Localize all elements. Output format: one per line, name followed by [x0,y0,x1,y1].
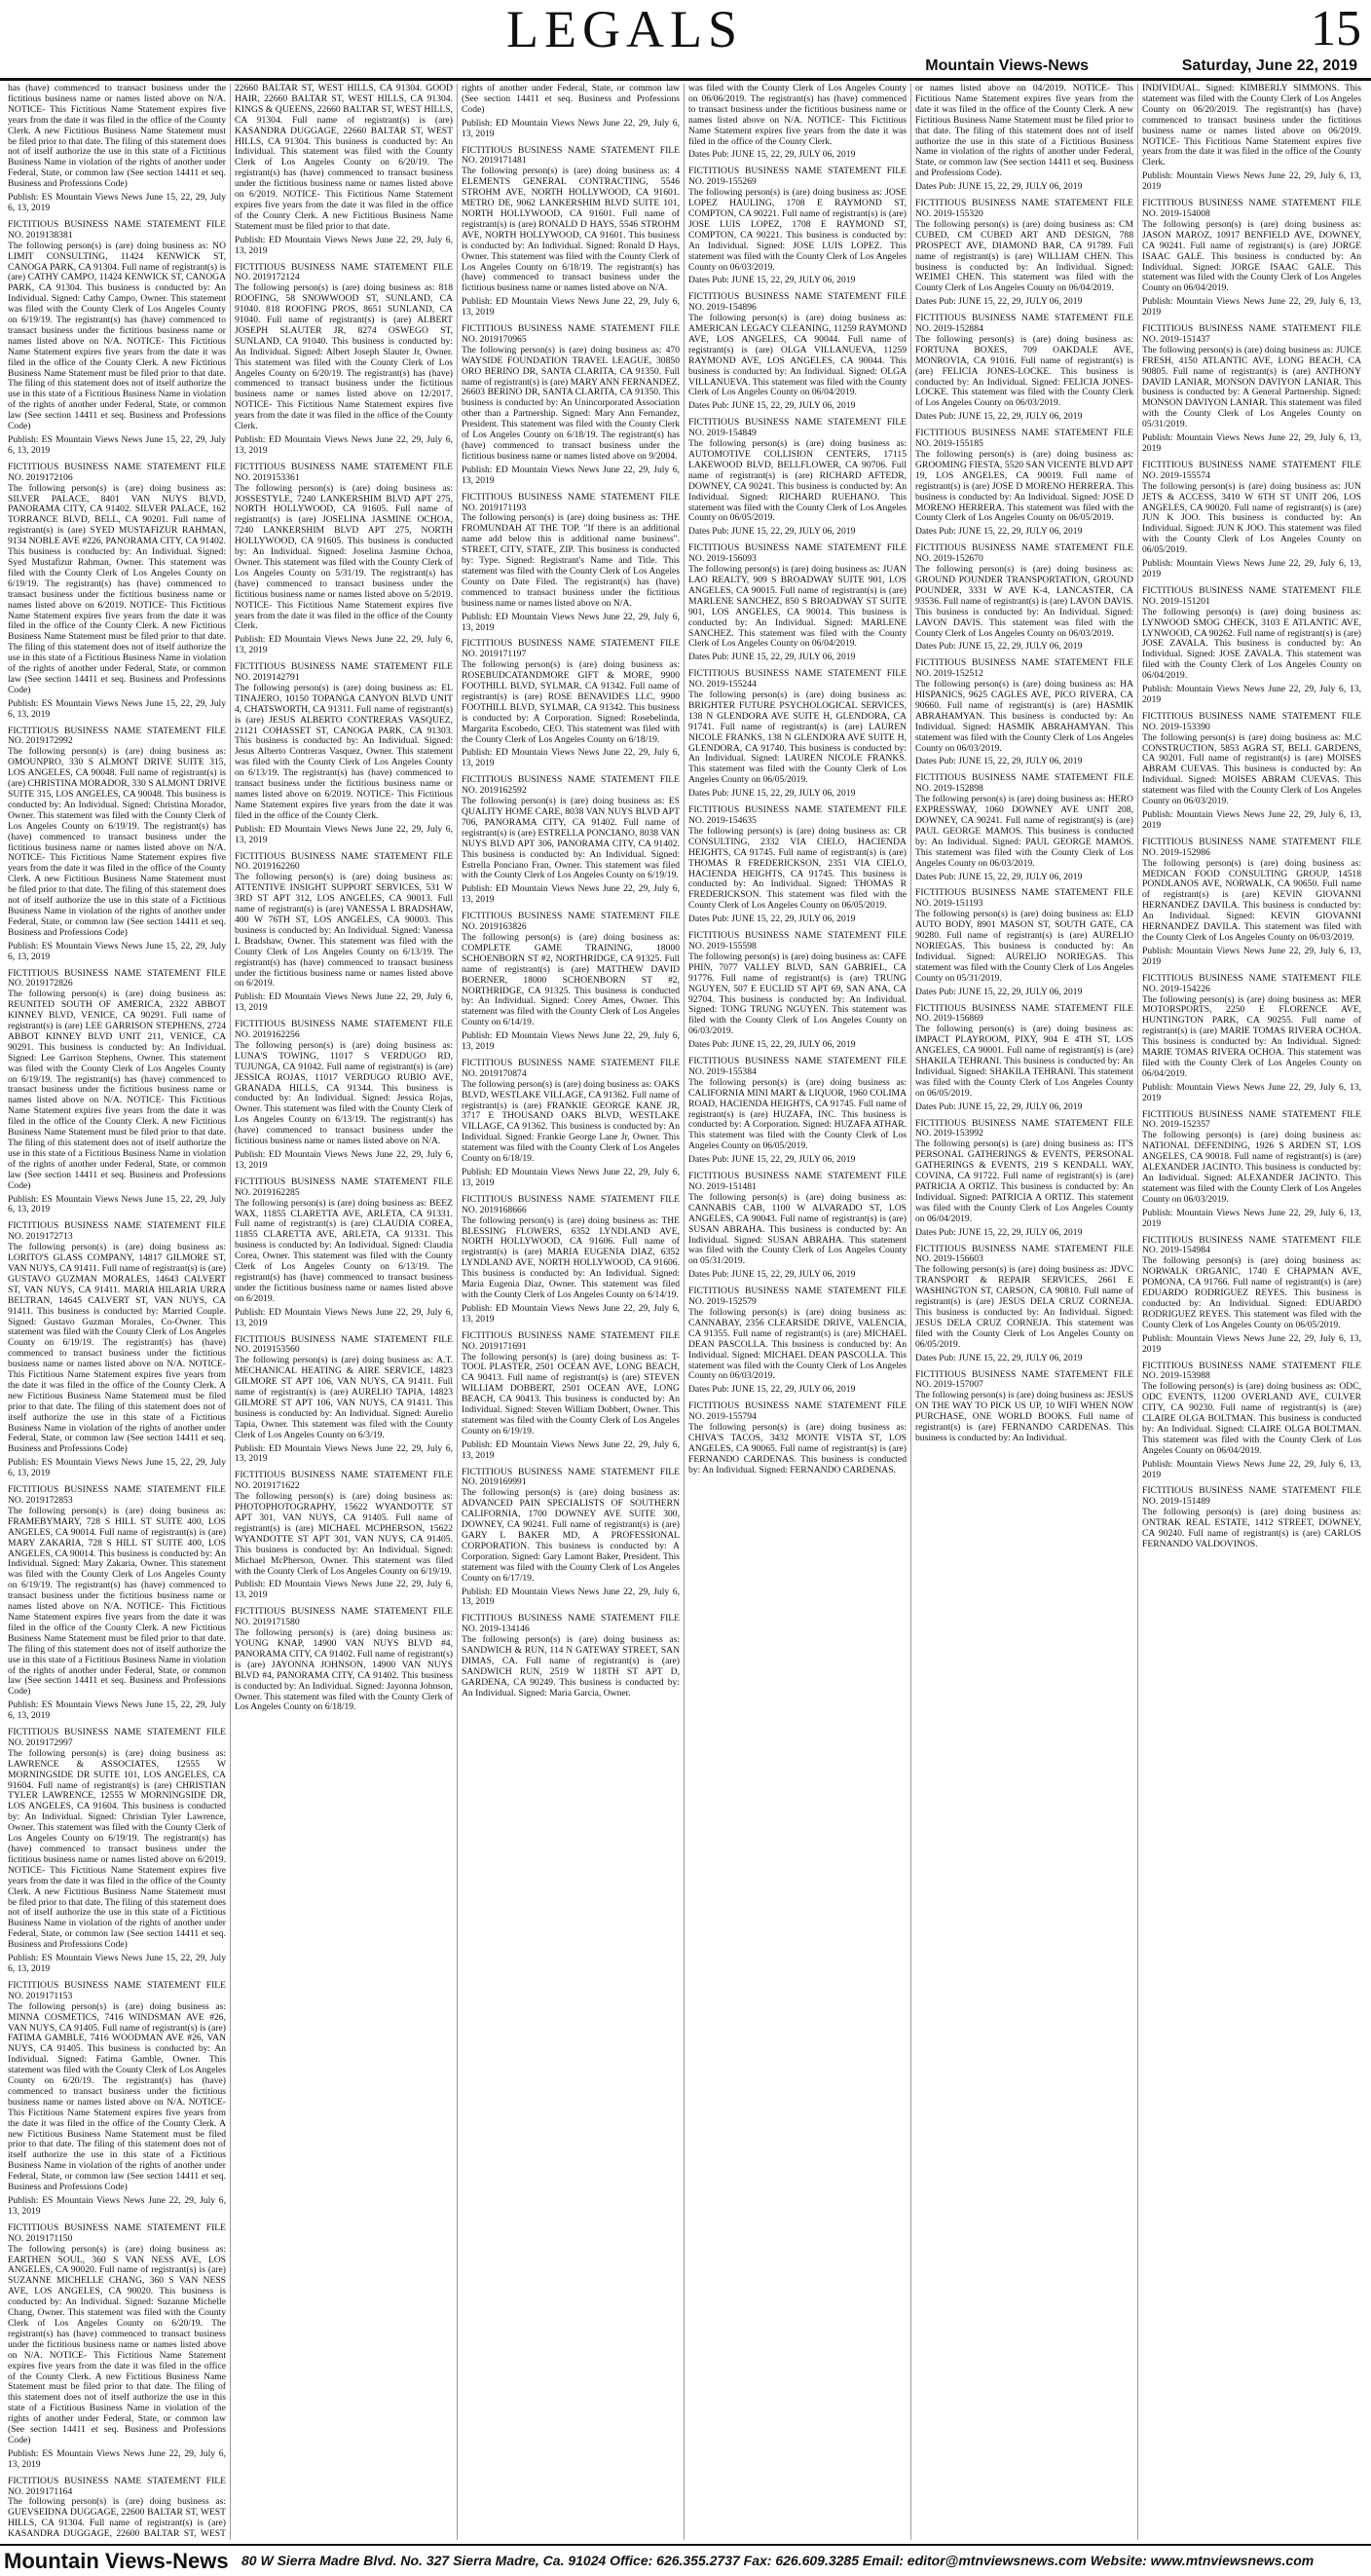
notice-body: The following person(s) is (are) doing business as: ROSEBUDCATANDMORE GIFT & MORE, 9900 FOOTHILL BLVD, SYLMAR, CA 91342. Full name of registrant(s) is (are) ROSE BENAVIDES LLC, 9900 FOOTHILL BLVD, SYLMAR, CA 91342. This business is conducted by: A Corporation. Signed: Rosebelinda, Margarita Escobedo, CEO. This statement was filed with the County Clerk of Los Angeles County on 6/18/19. [462,659,680,745]
notice-heading: FICTITIOUS BUSINESS NAME STATEMENT FILE NO. 2019-157007 [915,1368,1133,1391]
notice-heading: FICTITIOUS BUSINESS NAME STATEMENT FILE NO. 2019-154984 [1142,1234,1361,1256]
legal-notice [462,1059,680,1189]
legal-notice [235,1335,453,1466]
legal-notice [462,493,680,634]
legal-notice [8,463,226,721]
notice-publish-dates: Dates Pub: JUNE 15, 22, 29, JULY 06, 2019 [688,788,856,800]
notice-publish-dates: Publish: ES Mountain Views News June 15, 22, 29, July 6, 13, 2019 [8,1457,226,1479]
notice-body: The following person(s) is (are) doing business as: IT'S PERSONAL GATHERINGS & EVENTS, PERSONAL GATHERINGS & EVENTS, 219 S KENDALL WAY, COVINA, CA 91722. Full name of registrant(s) is (are) PATRICIA A ORTIZ. This business is conducted by: An Individual. Signed: PATRICIA A ORTIZ. This statement was filed with the County Clerk of Los Angeles County on 06/04/2019. [915,1139,1133,1224]
notice-body: The following person(s) is (are) doing business as: AMERICAN LEGACY CLEANING, 11259 RAYMOND AVE, LOS ANGELES, CA 90044. Full name of registrant(s) is (are) OLGA VILLANUEVA, 11259 RAYMOND AVE, LOS ANGELES, CA 90044. This business is conducted by: An Individual. Signed: OLGA VILLANUEVA. This statement was filed with the County Clerk of Los Angeles County on 06/04/2019. [688,313,907,398]
notice-publish-dates: Publish: ES Mountain Views News June 15, 22, 29, July 6, 13, 2019 [8,1953,226,1974]
notice-heading: FICTITIOUS BUSINESS NAME STATEMENT FILE NO. 2019169991 [462,1466,680,1488]
notice-body: The following person(s) is (are) doing business as: LYNWOOD SMOG CHECK, 3103 E ATLANTIC AVE, LYNWOOD, CA 90262. Full name of registrant(s) is (are) JOSE ZAVALA. This business is conducted by: An Individual. Signed: JOSE ZAVALA. This statement was filed with the County Clerk of Los Angeles County on 06/04/2019. [1142,606,1361,682]
legal-notice [915,888,1133,997]
legal-notice [688,669,907,800]
notice-body: The following person(s) is (are) doing business as: HERO EXPRESSWAY, 1060 DOWNEY AVE UNIT 208, DOWNEY, CA 90241. Full name of registrant(s) is (are) PAUL GEORGE MAMOS. This business is conducted by: An Individual. Signed: PAUL GEORGE MAMOS. This statement was filed with the County Clerk of Los Angeles County on 06/03/2019. [915,794,1133,869]
notice-heading: FICTITIOUS BUSINESS NAME STATEMENT FILE NO. 2019-155598 [688,930,907,952]
notice-publish-dates: Publish: Mountain Views News June 22, 29, July 6, 13, 2019 [1142,945,1361,967]
notice-body: rights of another under Federal, State, or common law (See section 14411 et seq. Business and Professions Code) [462,84,680,115]
notice-heading: FICTITIOUS BUSINESS NAME STATEMENT FILE NO. 2019-152884 [915,313,1133,335]
notice-body: or names listed above on 04/2019. NOTICE- This Fictitious Name Statement expires five years from the date it was filed in the office of the County Clerk. A new Fictitious Business Name Statement must be filed prior to that date. The filing of this statement does not of itself authorize the use in this state of a Fictitious Business Name in violation of the rights of another under Federal, State, or common law (See section 14411 et seq. Business and Professions Code). [915,84,1133,179]
legal-notice [688,1057,907,1166]
notice-publish-dates: Publish: ES Mountain Views News June 22, 29, July 6, 13, 2019 [8,2195,226,2217]
notice-body: The following person(s) is (are) doing business as: PHOTOPHOTOGRAPHY, 15622 WYANDOTTE ST APT 301, VAN NUYS, CA 91405. Full name of registrant(s) is (are) MICHAEL MCPHERSON, 15622 WYANDOTTE ST APT 301, VAN NUYS, CA 91405. This business is conducted by: An Individual. Signed: Michael McPherson, Owner. This statement was filed with the County Clerk of Los Angeles County on 6/19/19. [235,1491,453,1577]
legal-notice [462,1331,680,1462]
notice-publish-dates: Publish: ED Mountain Views News June 22, 29, July 6, 13, 2019 [235,1306,453,1328]
legal-notice [1142,1110,1361,1230]
notice-body: has (have) commenced to transact business under the fictitious business name or names listed above on N/A. NOTICE- This Fictitious Name Statement expires five years from the date it was filed in the office of the County Clerk. A new Fictitious Business Name Statement must be filed prior to that date. The filing of this statement does not of itself authorize the use in this state of a Fictitious Business Name in violation of the rights of another under Federal, State, or common law (See section 14411 et seq. Business and Professions Code) [8,84,226,190]
legal-notice [8,969,226,1216]
notice-publish-dates: Dates Pub: JUNE 15, 22, 29, JULY 06, 2019 [915,181,1083,193]
notice-publish-dates: Publish: ED Mountain Views News June 22, 29, July 6, 13, 2019 [235,991,453,1014]
notice-publish-dates: Publish: ED Mountain Views News June 22, 29, July 6, 13, 2019 [235,1149,453,1171]
notice-body: The following person(s) is (are) doing business as: FORTUNA BOXES, 709 OAKDALE AVE, MONROVIA, CA 91016. Full name of registrant(s) is (are) FELICIA JONES-LOCKE. This business is conducted by: An Individual. Signed: FELICIA JONES-LOCKE. This statement was filed with the County Clerk of Los Angeles County on 06/03/2019. [915,333,1133,409]
legal-notice [915,199,1133,308]
notice-publish-dates: Publish: ES Mountain Views News June 15, 22, 29, July 6, 13, 2019 [8,192,226,213]
notice-publish-dates: Publish: Mountain Views News June 22, 29, July 6, 13, 2019 [1142,1332,1361,1355]
notice-publish-dates: Dates Pub: JUNE 15, 22, 29, JULY 06, 2019 [688,1039,856,1051]
notice-publish-dates: Publish: ED Mountain Views News June 22, 29, July 6, 13, 2019 [462,747,680,769]
notice-heading: FICTITIOUS BUSINESS NAME STATEMENT FILE NO. 2019-155185 [915,428,1133,450]
notice-publish-dates: Dates Pub: JUNE 15, 22, 29, JULY 06, 2019 [915,641,1083,653]
legal-notice [462,324,680,487]
notice-body: The following person(s) is (are) doing business as: JOSSESTYLE, 7240 LANKERSHIM BLVD APT 275, NORTH HOLLYWOOD, CA 91605. Full name of registrant(s) is (are) JOSELINA JASMINE OCHOA, 7240 LANKERSHIM BLVD APT 275, NORTH HOLLYWOOD, CA 91605. This business is conducted by: An Individual. Signed: Joselina Jasmine Ochoa, Owner. This statement was filed with the County Clerk of Los Angeles County on 5/31/19. The registrant(s) has (have) commenced to transact business under the fictitious business name or names listed above on 5/2019. NOTICE- This Fictitious Name Statement expires five years from the date it was filed in the office of the County Clerk. [235,482,453,632]
notice-publish-dates: Publish: ED Mountain Views News June 22, 29, July 6, 13, 2019 [235,823,453,845]
notice-body: The following person(s) is (are) doing business as: ELD AUTO BODY, 8901 MASON ST, SOUTH GATE, CA 90280. Full name of registrant(s) is (are) AURELIO NORIEGAS. This business is conducted by: An Individual. Signed: AURELIO NORIEGAS. This statement was filed with the County Clerk of Los Angeles County on 05/31/2019. [915,909,1133,984]
notice-heading: FICTITIOUS BUSINESS NAME STATEMENT FILE NO. 2019171153 [8,1979,226,2001]
notice-heading: FICTITIOUS BUSINESS NAME STATEMENT FILE NO. 2019172853 [8,1484,226,1506]
notice-body: 22660 BALTAR ST, WEST HILLS, CA 91304. GOOD HAIR, 22660 BALTAR ST, WEST HILLS, CA 91304. KINGS & QUEENS, 22660 BALTAR ST, WEST HILLS, CA 91304. Full name of registrant(s) is (are) KASANDRA DUGGAGE, 22660 BALTAR ST, WEST HILLS, CA 91304. This business is conducted by: An Individual. This statement was filed with the County Clerk of Los Angeles County on 6/20/19. The registrant(s) has (have) commenced to transact business under the fictitious business name or names listed above on 6/2019. NOTICE- This Fictitious Name Statement expires five years from the date it was filed in the office of the County Clerk. A new Fictitious Business Name Statement must be filed prior to that date. [235,84,453,232]
notice-publish-dates: Publish: ED Mountain Views News June 22, 29, July 6, 13, 2019 [462,464,680,486]
legal-notice [688,418,907,538]
notice-body: The following person(s) is (are) doing business as: 818 ROOFING, 58 SNOWWOOD ST, SUNLAND, CA 91040. 818 ROOFING PROS, 8651 SUNLAND, CA 91040. Full name of registrant(s) is (are) ALBERT JOSEPH SLAUTER JR, 8274 OSWEGO ST, SUNLAND, CA 91040. This business is conducted by: An Individual. Signed: Albert Joseph Slauter Jr, Owner. This statement was filed with the County Clerk of Los Angeles County on 6/20/19. The registrant(s) has (have) commenced to transact business under the fictitious business name or names listed above on 12/2017. NOTICE- This Fictitious Name Statement expires five years from the date it was filed in the office of the County Clerk. [235,282,453,432]
notice-body: The following person(s) is (are) doing business as: JUN JETS & ACCESS, 3410 W 6TH ST UNIT 206, LOS ANGELES, CA 90020. Full name of registrant(s) is (are) JUN K JOO. This business is conducted by: An Individual. Signed: JUN K JOO. This statement was filed with the County Clerk of Los Angeles County on 06/05/2019. [1142,480,1361,556]
notice-body: The following person(s) is (are) doing business as: A.T. MECHANICAL HEATING & AIRE SERVICE, 14823 GILMORE ST APT 106, VAN NUYS, CA 91411. Full name of registrant(s) is (are) AURELIO TAPIA, 14823 GILMORE ST APT 106, VAN NUYS, CA 91411. This business is conducted by: An Individual. Signed: Aurelio Tapia, Owner. This statement was filed with the County Clerk of Los Angeles County on 6/3/19. [235,1355,453,1440]
notice-body: The following person(s) is (are) doing business as: 4 ELEMENTS GENERAL CONTRACTING, 5546 STROHM AVE, NORTH HOLLYWOOD, CA 91601. METRO DE, 9062 LANKERSHIM BLVD SUITE 101, NORTH HOLLYWOOD, CA 91601. Full name of registrant(s) is (are) RONALD D HAYS, 5546 STROHM AVE, NORTH HOLLYWOOD, CA 91601. This business is conducted by: An Individual. Signed: Ronald D Hays, Owner. This statement was filed with the County Clerk of Los Angeles County on 6/18/19. The registrant(s) has (have) commenced to transact business under the fictitious business name or names listed above on N/A. [462,166,680,294]
notice-publish-dates: Publish: ED Mountain Views News June 22, 29, July 6, 13, 2019 [462,1302,680,1325]
legal-notice [8,1728,226,1975]
notice-heading: FICTITIOUS BUSINESS NAME STATEMENT FILE NO. 2019-153992 [915,1117,1133,1139]
notice-publish-dates: Publish: ES Mountain Views News June 15, 22, 29, July 6, 13, 2019 [8,697,226,720]
legal-notice [235,1471,453,1601]
notice-heading: FICTITIOUS BUSINESS NAME STATEMENT FILE NO. 2019162285 [235,1176,453,1198]
legal-notice [688,292,907,412]
legal-notice [915,658,1133,767]
notice-heading: FICTITIOUS BUSINESS NAME STATEMENT FILE NO. 2019170965 [462,323,680,345]
legal-notice [235,463,453,656]
legal-notice [235,662,453,845]
notice-heading: FICTITIOUS BUSINESS NAME STATEMENT FILE NO. 2019-152357 [1142,1108,1361,1131]
notice-heading: FICTITIOUS BUSINESS NAME STATEMENT FILE NO. 2019-152986 [1142,836,1361,858]
legal-notice [462,146,680,319]
legal-notice [1142,586,1361,706]
legal-notice [462,84,680,140]
legal-notice [688,543,907,663]
notice-publish-dates: Publish: ED Mountain Views News June 22, 29, July 6, 13, 2019 [235,634,453,656]
legal-notice [462,639,680,769]
notice-heading: FICTITIOUS BUSINESS NAME STATEMENT FILE NO. 2019-155574 [1142,459,1361,481]
legal-notice [1142,1486,1361,1549]
notice-heading: FICTITIOUS BUSINESS NAME STATEMENT FILE NO. 2019-134146 [462,1613,680,1635]
notice-publish-dates: Publish: Mountain Views News June 22, 29, July 6, 13, 2019 [1142,296,1361,318]
footer-paper-name: Mountain Views-News [4,2549,229,2573]
notice-body: The following person(s) is (are) doing business as: GROUND POUNDER TRANSPORTATION, GROUND POUNDER, 3331 W AVE K-4, LANCASTER, CA 93536. Full name of registrant(s) is (are) LAVON DAVIS. This business is conducted by: An Individual. Signed: LAVON DAVIS. This statement was filed with the County Clerk of Los Angeles County on 06/03/2019. [915,564,1133,639]
notice-body: The following person(s) is (are) doing business as: LUNA'S TOWING, 11017 S VERDUGO RD, TUJUNGA, CA 91042. Full name of registrant(s) is (are) JESSICA ROJAS, 11017 VERDUGO RUBIO AVE, GRANADA HILLS, CA 91344. This business is conducted by: An Individual. Signed: Jessica Rojas, Owner. This statement was filed with the County Clerk of Los Angeles County on 6/13/19. The registrant(s) has (have) commenced to transact business under the fictitious business name or names listed above on N/A. [235,1039,453,1147]
legal-notice [1142,1362,1361,1481]
notice-body: The following person(s) is (are) doing business as: ADVANCED PAIN SPECIALISTS OF SOUTHERN CALIFORNIA, 1700 DOWNEY AVE SUITE 300, DOWNEY, CA 90241. Full name of registrant(s) is (are) GARY L BAKER MD, A PROFESSIONAL CORPORATION. This business is conducted by: A Corporation. Signed: Gary Lamont Baker, President. This statement was filed with the County Clerk of Los Angeles County on 6/17/19. [462,1487,680,1584]
notice-body: The following person(s) is (are) doing business as: CM CUBED, CM CUBED ART AND DESIGN, 788 PROSPECT AVE, DIAMOND BAR, CA 91789. Full name of registrant(s) is (are) WILLIAM CHEN. This business is conducted by: An Individual. Signed: WEIMEI CHEN. This statement was filed with the County Clerk of Los Angeles County on 06/04/2019. [915,218,1133,294]
notice-publish-dates: Publish: ED Mountain Views News June 22, 29, July 6, 13, 2019 [462,611,680,633]
notice-heading: FICTITIOUS BUSINESS NAME STATEMENT FILE NO. 2019-155794 [688,1400,907,1423]
notice-heading: FICTITIOUS BUSINESS NAME STATEMENT FILE NO. 2019171691 [462,1329,680,1352]
legal-notice [1142,84,1361,193]
notice-heading: FICTITIOUS BUSINESS NAME STATEMENT FILE NO. 2019171193 [462,491,680,513]
notice-heading: FICTITIOUS BUSINESS NAME STATEMENT FILE NO. 2019-155269 [688,166,907,188]
notice-publish-dates: Dates Pub: JUNE 15, 22, 29, JULY 06, 2019 [688,1154,856,1166]
legal-notice [915,84,1133,193]
notice-body: The following person(s) is (are) doing business as: MER MOTORSPORTS, 2250 E FLORENCE AVE, HUNTINGTON PARK, CA 90255. Full name of registrant(s) is (are) MARIE TOMAS RIVERA OCHOA. This business is conducted by: An Individual. Signed: MARIE TOMAS RIVERA OCHOA. This statement was filed with the County Clerk of Los Angeles County on 06/04/2019. [1142,993,1361,1079]
notice-body: The following person(s) is (are) doing business as: HA HISPANICS, 9625 CAGLES AVE, PICO RIVERA, CA 90660. Full name of registrant(s) is (are) HASMIK ABRAHAMYAN. This business is conducted by: An Individual. Signed: HASMIK ABRAHAMYAN. This statement was filed with the County Clerk of Los Angeles County on 06/03/2019. [915,679,1133,754]
notice-heading: FICTITIOUS BUSINESS NAME STATEMENT FILE NO. 2019-151201 [1142,584,1361,607]
legal-notice [915,543,1133,653]
notice-body: The following person(s) is (are) doing business as: YOUNG KNAP, 14900 VAN NUYS BLVD #4, PANORAMA CITY, CA 91402. Full name of registrant(s) is (are) JAYONNA JOHNSON, 14900 VAN NUYS BLVD #4, PANORAMA CITY, CA 91402. This business is conducted by: An Individual. Signed: Jayonna Johnson, Owner. This statement was filed with the County Clerk of Los Angeles County on 6/18/19. [235,1627,453,1713]
notice-heading: FICTITIOUS BUSINESS NAME STATEMENT FILE NO. 2019-155384 [688,1056,907,1077]
notice-body: The following person(s) is (are) doing business as: SILVER PALACE, 8401 VAN NUYS BLVD, PANORAMA CITY, CA 91402. SILVER PALACE, 162 TORRANCE BLVD, BELL, CA 90201. Full name of registrant(s) is (are) SYED MUSTAFIZUR RAHMAN, 9134 NOBLE AVE #226, PANORAMA CITY, CA 91402. This business is conducted by: An Individual. Signed: Syed Mustafizur Rahman, Owner. This statement was filed with the County Clerk of Los Angeles County on 6/19/19. The registrant(s) has (have) commenced to transact business under the fictitious business name or names listed above on 6/2019. NOTICE- This Fictitious Name Statement expires five years from the date it was filed in the office of the County Clerk. A new Fictitious Business Name Statement must be filed prior to that date. The filing of this statement does not of itself authorize the use in this state of a Fictitious Business Name in violation of the rights of another under Federal, State, or common law (See section 14411 et seq. Business and Professions Code) [8,482,226,695]
notice-heading: FICTITIOUS BUSINESS NAME STATEMENT FILE NO. 2019-152670 [915,542,1133,565]
footer [0,2544,1371,2576]
legal-notice [688,1172,907,1281]
notice-publish-dates: Publish: ED Mountain Views News June 22, 29, July 6, 13, 2019 [462,296,680,318]
page-number: 15 [1311,1,1361,56]
legal-notice [688,931,907,1051]
notice-body: The following person(s) is (are) doing business as: MINNA COSMETICS, 7416 WINDSMAN AVE #26, VAN NUYS, CA 91405. Full name of registrant(s) is (are) FATIMA GAMBLE, 7416 WOODMAN AVE #26, VAN NUYS, CA 91405. This business is conducted by: An Individual. Signed: Fatima Gamble, Owner. This statement was filed with the County Clerk of Los Angeles County on 6/20/19. The registrant(s) has (have) commenced to transact business under the fictitious business name or names listed above on N/A. NOTICE- This Fictitious Name Statement expires five years from the date it was filed in the office of the County Clerk. A new Fictitious Business Name Statement must be filed prior to that date. The filing of this statement does not of itself authorize the use in this state of a Fictitious Business Name in violation of the rights of another under Federal, State, or common law (See section 14411 et seq. Business and Professions Code) [8,2000,226,2193]
column-2 [231,84,458,2540]
notice-publish-dates: Dates Pub: JUNE 15, 22, 29, JULY 06, 2019 [915,296,1083,308]
notice-heading: FICTITIOUS BUSINESS NAME STATEMENT FILE NO. 2019170874 [462,1057,680,1079]
notice-body: The following person(s) is (are) doing business as: THE FROMUNDAH AT THE TOP. "If there is an additional name add below this is additional name business". STREET, CITY, STATE, ZIP. This business is conducted by: Type. Signed: Registrant's Name and Title. This statement was filed with the County Clerk of Los Angeles County on Date Filed. The registrant(s) has (have) commenced to transact business under the fictitious business name or names listed above on N/A. [462,512,680,609]
notice-body: The following person(s) is (are) doing business as: CALIFORNIA MINI MART & LIQUOR, 1960 COLIMA ROAD, HACIENDA HEIGHTS, CA 91745. Full name of registrant(s) is (are) HUZAFA, INC. This business is conducted by: A Corporation. Signed: HUZAFA ATHAR. This statement was filed with the County Clerk of Los Angeles County on 06/05/2019. [688,1076,907,1152]
notice-body: The following person(s) is (are) doing business as: EL TINAJERO, 10150 TOPANGA CANYON BLVD UNIT 4, CHATSWORTH, CA 91311. Full name of registrant(s) is (are) JESUS ALBERTO CONTRERAS VASQUEZ, 21121 COHASSET ST, CANOGA PARK, CA 91303. This business is conducted by: An Individual. Signed: Jesus Alberto Contreras Vasquez, Owner. This statement was filed with the County Clerk of Los Angeles County on 6/13/19. The registrant(s) has (have) commenced to transact business under the fictitious business name or names listed above on 6/2019. NOTICE- This Fictitious Name Statement expires five years from the date it was filed in the office of the County Clerk. [235,682,453,821]
legal-notice [688,805,907,925]
notice-heading: FICTITIOUS BUSINESS NAME STATEMENT FILE NO. 2019153560 [235,1333,453,1356]
notice-body: The following person(s) is (are) doing business as: GUEVSEIDNA DUGGAGE, 22600 BALTAR ST, WEST HILLS, CA 91304. Full name of registrant(s) is (are) KASANDRA DUGGAGE, 22600 BALTAR ST, WEST [8,2496,226,2540]
legal-columns [4,84,1367,2540]
notice-publish-dates: Publish: Mountain Views News June 22, 29, July 6, 13, 2019 [1142,809,1361,831]
notice-heading: FICTITIOUS BUSINESS NAME STATEMENT FILE NO. 2019171481 [462,144,680,167]
notice-publish-dates: Publish: ED Mountain Views News June 22, 29, July 6, 13, 2019 [235,434,453,456]
notice-publish-dates: Publish: ES Mountain Views News June 15, 22, 29, July 6, 13, 2019 [8,940,226,962]
notice-publish-dates: Publish: ED Mountain Views News June 22, 29, July 6, 13, 2019 [462,883,680,906]
notice-heading: FICTITIOUS BUSINESS NAME STATEMENT FILE NO. 2019142791 [235,661,453,684]
notice-publish-dates: Publish: ED Mountain Views News June 22, 29, July 6, 13, 2019 [462,1167,680,1188]
legal-notice [8,1485,226,1722]
notice-publish-dates: Dates Pub: JUNE 15, 22, 29, JULY 06, 2019 [915,871,1083,882]
notice-heading: FICTITIOUS BUSINESS NAME STATEMENT FILE NO. 2019171580 [235,1606,453,1628]
notice-heading: FICTITIOUS BUSINESS NAME STATEMENT FILE NO. 2019-153988 [1142,1360,1361,1382]
notice-heading: FICTITIOUS BUSINESS NAME STATEMENT FILE NO. 2019168666 [462,1193,680,1215]
legal-notice [1142,838,1361,968]
legal-notice [8,1981,226,2218]
notice-body: The following person(s) is (are) doing business as: OAKS BLVD, WESTLAKE VILLAGE, CA 91362. Full name of registrant(s) is (are) FRANKIE GEORGE KANE JR, 3717 E THOUSAND OAKS BLVD, WESTLAKE VILLAGE, CA 91362. This business is conducted by: An Individual. Signed: Frankie George Lane Jr, Owner. This statement was filed with the County Clerk of Los Angeles County on 6/18/19. [462,1078,680,1165]
notice-publish-dates: Dates Pub: JUNE 15, 22, 29, JULY 06, 2019 [688,400,856,412]
notice-heading: FICTITIOUS BUSINESS NAME STATEMENT FILE NO. 2019172713 [8,1220,226,1243]
notice-publish-dates: Dates Pub: JUNE 15, 22, 29, JULY 06, 2019 [688,275,856,286]
notice-publish-dates: Publish: ES Mountain Views News June 15, 22, 29, July 6, 13, 2019 [8,1699,226,1722]
notice-body: The following person(s) is (are) doing business as: BRIGHTER FUTURE PSYCHOLOGICAL SERVICES, 138 N GLENDORA AVE SUITE H, GLENDORA, CA 91741. Full name of registrant(s) is (are) LAUREN NICOLE FRANKS, 138 N GLENDORA AVE SUITE H, GLENDORA, CA 91740. This business is conducted by: An Individual. Signed: LAUREN NICOLE FRANKS. This statement was filed with the County Clerk of Los Angeles County on 06/05/2019. [688,690,907,786]
notice-publish-dates: Publish: Mountain Views News June 22, 29, July 6, 13, 2019 [1142,1458,1361,1480]
dateline [0,56,1371,81]
notice-body: The following person(s) is (are) doing business as: SANDWICH & RUN, 114 N GATEWAY STREET, SAN DIMAS, CA. Full name of registrant(s) is (are) SANDWICH RUN, 2519 W 118TH ST APT D, GARDENA, CA 90249. This business is conducted by: An Individual. Signed: Maria Garcia, Owner. [462,1634,680,1699]
notice-body: The following person(s) is (are) doing business as: LORITO'S GLASS COMPANY, 14817 GILMORE ST, VAN NUYS, CA 91411. Full name of registrant(s) is (are) GUSTAVO GUZMAN MORALES, 14643 CALVERT ST, VAN NUYS, CA 91411. MARIA HILARIA URRA BELTRAN, 14645 CALVERT ST, VAN NUYS, CA 91411. This business is conducted by: Married Couple. Signed: Gustavo Guzman Morales, Co-Owner. This statement was filed with the County Clerk of Los Angeles County on 6/19/19. The registrant(s) has (have) commenced to transact business under the fictitious business name or names listed above on N/A. NOTICE- This Fictitious Name Statement expires five years from the date it was filed in the office of the County Clerk. A new Fictitious Business Name Statement must be filed prior to that date. The filing of this statement does not of itself authorize the use in this state of a Fictitious Business Name in violation of the rights of another under Federal, State, or common law (See section 14411 et seq. Business and Professions Code) [8,1242,226,1455]
notice-body: The following person(s) is (are) doing business as: COMPLETE GAME TRAINING, 18000 SCHOENBORN ST #2, NORTHRIDGE, CA 91325. Full name of registrant(s) is (are) MATTHEW DAVID BOERNER, 18000 SCHOENBORN ST #2, NORTHRIDGE, CA 91325. This business is conducted by: An Individual. Signed: Corey Ames, Owner. This statement was filed with the County Clerk of Los Angeles County on 6/14/19. [462,931,680,1028]
notice-heading: FICTITIOUS BUSINESS NAME STATEMENT FILE NO. 2019-154226 [1142,972,1361,994]
notice-heading: FICTITIOUS BUSINESS NAME STATEMENT FILE NO. 2019163826 [462,911,680,933]
notice-heading: FICTITIOUS BUSINESS NAME STATEMENT FILE NO. 2019-151489 [1142,1485,1361,1508]
masthead [0,0,1371,56]
legal-notice [8,2477,226,2540]
notice-body: The following person(s) is (are) doing business as: EARTHEN SOUL, 360 S VAN NESS AVE, LOS ANGELES, CA 90020. Full name of registrant(s) is (are) SUZANNE MICHELLE CHANG, 360 S VAN NESS AVE, LOS ANGELES, CA 90020. This business is conducted by: An Individual. Signed: Suzanne Michelle Chang, Owner. This statement was filed with the County Clerk of Los Angeles County on 6/20/19. The registrant(s) has (have) commenced to transact business under the fictitious business name or names listed above on N/A. NOTICE- This Fictitious Name Statement expires five years from the date it was filed in the office of the County Clerk. A new Fictitious Business Name Statement must be filed prior to that date. The filing of this statement does not of itself authorize the use in this state of a Fictitious Business Name in violation of the rights of another under Federal, State, or common law (See section 14411 et seq. Business and Professions Code) [8,2243,226,2445]
notice-publish-dates: Publish: Mountain Views News June 22, 29, July 6, 13, 2019 [1142,432,1361,454]
legal-notice [235,1177,453,1329]
notice-body: The following person(s) is (are) doing business as: NORWALK ORGANIC, 1740 E CHAPMAN AVE, POMONA, CA 91766. Full name of registrant(s) is (are) EDUARDO RODRIGUEZ REYES. This business is conducted by: An Individual. Signed: EDUARDO RODRIGUEZ REYES. This statement was filed with the County Clerk of Los Angeles County on 06/05/2019. [1142,1255,1361,1330]
notice-body: The following person(s) is (are) doing business as: ES QUALITY HOME CARE, 8038 VAN NUYS BLVD APT 706, PANORAMA CITY, CA 91402. Full name of registrant(s) is (are) ESTRELLA PONCIANO, 8038 VAN NUYS BLVD APT 306, PANORAMA CITY, CA 91402. This business is conducted by: An Individual. Signed: Estrella Ponciano Fran, Owner. This statement was filed with the County Clerk of Los Angeles County on 6/19/19. [462,796,680,881]
notice-body: The following person(s) is (are) doing business as: M.C CONSTRUCTION, 5853 AGRA ST, BELL GARDENS, CA 90201. Full name of registrant(s) is (are) MOISES ABRAM CUEVAS. This business is conducted by: An Individual. Signed: MOISES ABRAM CUEVAS. This statement was filed with the County Clerk of Los Angeles County on 06/03/2019. [1142,731,1361,807]
legal-notice [915,429,1133,538]
notice-heading: FICTITIOUS BUSINESS NAME STATEMENT FILE NO. 2019171622 [235,1470,453,1492]
legal-notice [8,1221,226,1479]
legal-notice [462,775,680,906]
notice-body: was filed with the County Clerk of Los Angeles County on 06/06/2019. The registrant(s) has (have) commenced to transact business under the fictitious business name or names listed above on N/A. NOTICE- This Fictitious Name Statement expires five years from the date it was filed in the office of the County Clerk. [688,84,907,147]
notice-heading: FICTITIOUS BUSINESS NAME STATEMENT FILE NO. 2019138381 [8,218,226,241]
notice-publish-dates: Dates Pub: JUNE 15, 22, 29, JULY 06, 2019 [915,756,1083,767]
notice-publish-dates: Dates Pub: JUNE 15, 22, 29, JULY 06, 2019 [688,652,856,663]
notice-publish-dates: Publish: ED Mountain Views News June 22, 29, July 6, 13, 2019 [235,234,453,256]
legal-notice [235,263,453,457]
notice-body: The following person(s) is (are) doing business as: IMPACT PLAYROOM, PIXY, 904 E 4TH ST, LOS ANGELES, CA 90001. Full name of registrant(s) is (are) SHAKILA TEHRANI. This business is conducted by: An Individual. Signed: SHAKILA TEHRANI. This statement was filed with the County Clerk of Los Angeles County on 06/05/2019. [915,1024,1133,1099]
legal-notice [688,84,907,161]
notice-heading: FICTITIOUS BUSINESS NAME STATEMENT FILE NO. 2019-151481 [688,1171,907,1192]
column-6 [1138,84,1365,2540]
notice-publish-dates: Dates Pub: JUNE 15, 22, 29, JULY 06, 2019 [688,526,856,538]
legal-notice [915,1370,1133,1444]
legal-notice [8,84,226,214]
notice-body: The following person(s) is (are) doing business as: BEEZ WAX, 11855 CLARETTA AVE, ARLETA, CA 91331. Full name of registrant(s) is (are) CLAUDIA COREA, 11855 CLARETTA AVE, ARLETA, CA 91331. This business is conducted by: An Individual. Signed: Claudia Corea, Owner. This statement was filed with the County Clerk of Los Angeles County on 6/13/19. The registrant(s) has (have) commenced to transact business under the fictitious business name or names listed above on 6/2019. [235,1197,453,1304]
footer-address: 80 W Sierra Madre Blvd. No. 327 Sierra Madre, Ca. 91024 Office: 626.355.2737 Fax: 626.609.3285 Email: editor@mtnviewsnews.com Website: www.mtnviewsnews.com [241,2553,1315,2568]
column-3 [458,84,685,2540]
notice-publish-dates: Publish: Mountain Views News June 22, 29, July 6, 13, 2019 [1142,1207,1361,1229]
notice-body: The following person(s) is (are) doing business as: NATIONAL DEFENDING, 1926 S ARDEN ST, LOS ANGELES, CA 90018. Full name of registrant(s) is (are) ALEXANDER JACINTO. This business is conducted by: An Individual. Signed: ALEXANDER JACINTO. This statement was filed with the County Clerk of Los Angeles County on 06/03/2019. [1142,1130,1361,1205]
notice-publish-dates: Dates Pub: JUNE 15, 22, 29, JULY 06, 2019 [688,1269,856,1281]
notice-publish-dates: Publish: Mountain Views News June 22, 29, July 6, 13, 2019 [1142,1081,1361,1103]
legal-notice [915,1119,1133,1239]
notice-publish-dates: Publish: ED Mountain Views News June 22, 29, July 6, 13, 2019 [462,1030,680,1053]
notice-heading: FICTITIOUS BUSINESS NAME STATEMENT FILE NO. 2019-156093 [688,542,907,565]
legal-notice [1142,461,1361,580]
legal-notice [8,220,226,457]
notice-publish-dates: Dates Pub: JUNE 15, 22, 29, JULY 06, 2019 [915,1101,1083,1112]
legal-notice [8,727,226,963]
notice-publish-dates: Publish: ED Mountain Views News June 22, 29, July 6, 13, 2019 [462,1586,680,1608]
notice-publish-dates: Publish: Mountain Views News June 22, 29, July 6, 13, 2019 [1142,170,1361,193]
notice-heading: FICTITIOUS BUSINESS NAME STATEMENT FILE NO. 2019162260 [235,850,453,873]
notice-heading: FICTITIOUS BUSINESS NAME STATEMENT FILE NO. 2019-154008 [1142,198,1361,219]
legal-notice [462,912,680,1053]
section-title: LEGALS [506,0,743,58]
notice-heading: FICTITIOUS BUSINESS NAME STATEMENT FILE NO. 2019172992 [8,725,226,747]
notice-body: The following person(s) is (are) doing business as: JESUS ON THE WAY TO PICK US UP, 10 WIFI WHEN NOW PURCHASE, ONE WORLD BOOKS. Full name of registrant(s) is (are) FERNANDO CARDENAS. This business is conducted by: An Individual. [915,1390,1133,1443]
notice-body: The following person(s) is (are) doing business as: OMOUNPRO, 330 S ALMONT DRIVE SUITE 315, LOS ANGELES, CA 90048. Full name of registrant(s) is (are) CHRISTINA MORADOR, 330 S ALMONT DRIVE SUITE 315, LOS ANGELES, CA 90048. This business is conducted by: An Individual. Signed: Christina Morador, Owner. This statement was filed with the County Clerk of Los Angeles County on 6/19/19. The registrant(s) has (have) commenced to transact business under the fictitious business name or names listed above on N/A. NOTICE- This Fictitious Name Statement expires five years from the date it was filed in the office of the County Clerk. A new Fictitious Business Name Statement must be filed prior to that date. The filing of this statement does not of itself authorize the use in this state of a Fictitious Business Name in violation of the rights of another under Federal, State, or common law (See section 14411 et seq. Business and Professions Code) [8,746,226,938]
notice-body: The following person(s) is (are) doing business as: AUTOMOTIVE COLLISION CENTERS, 17115 LAKEWOOD BLVD, BELLFLOWER, CA 90706. Full name of registrant(s) is (are) RICHARD AFTEDR, DOWNEY, CA 90241. This business is conducted by: An Individual. Signed: RICHARD RUEHANO. This statement was filed with the County Clerk of Los Angeles County on 06/05/2019. [688,438,907,524]
legal-notice [915,314,1133,423]
notice-heading: FICTITIOUS BUSINESS NAME STATEMENT FILE NO. 2019-152898 [915,772,1133,795]
notice-heading: FICTITIOUS BUSINESS NAME STATEMENT FILE NO. 2019171197 [462,638,680,660]
notice-body: The following person(s) is (are) doing business as: CHIVA'S TACOS, 3432 MONTE VISTA ST, LOS ANGELES, CA 90065. Full name of registrant(s) is (are) FERNANDO CARDENAS. This business is conducted by: An Individual. Signed: FERNANDO CARDENAS. [688,1422,907,1475]
paper-name: Mountain Views-News [925,57,1089,74]
notice-body: The following person(s) is (are) doing business as: JASON MAROZ, 10917 BENFIELD AVE, DOWNEY, CA 90241. Full name of registrant(s) is (are) JORGE ISAAC GALE. This business is conducted by: An Individual. Signed: JORGE ISAAC GALE. This statement was filed with the County Clerk of Los Angeles County on 06/04/2019. [1142,218,1361,294]
notice-heading: FICTITIOUS BUSINESS NAME STATEMENT FILE NO. 2019172997 [8,1727,226,1748]
notice-body: The following person(s) is (are) doing business as: GROOMING FIESTA, 5520 SAN VICENTE BLVD APT 19, LOS ANGELES, CA 90019. Full name of registrant(s) is (are) JOSE D MORENO HERRERA. This business is conducted by: An Individual. Signed: JOSE D MORENO HERRERA. This statement was filed with the County Clerk of Los Angeles County on 06/05/2019. [915,449,1133,524]
notice-heading: FICTITIOUS BUSINESS NAME STATEMENT FILE NO. 2019172124 [235,261,453,283]
notice-publish-dates: Dates Pub: JUNE 15, 22, 29, JULY 06, 2019 [688,914,856,925]
legal-notice [235,84,453,257]
notice-heading: FICTITIOUS BUSINESS NAME STATEMENT FILE NO. 2019162256 [235,1019,453,1041]
notice-publish-dates: Publish: Mountain Views News June 22, 29, July 6, 13, 2019 [1142,558,1361,579]
notice-heading: FICTITIOUS BUSINESS NAME STATEMENT FILE NO. 2019-153390 [1142,710,1361,732]
notice-body: INDIVIDUAL. Signed: KIMBERLY SIMMONS. This statement was filed with the County Clerk of Los Angeles County on 06/20/2019. The registrant(s) has (have) commenced to transact business under the fictitious business name or names listed above on 06/2019. NOTICE- This Fictitious Name Statement expires five years from the date it was filed in the office of the County Clerk. [1142,84,1361,168]
legal-notice [915,773,1133,882]
notice-heading: FICTITIOUS BUSINESS NAME STATEMENT FILE NO. 2019171164 [8,2475,226,2497]
legal-notice [1142,974,1361,1104]
notice-body: The following person(s) is (are) doing business as: CAFE PHIN, 7077 VALLEY BLVD, SAN GABRIEL, CA 91776. Full name of registrant(s) is (are) TRUNG NGUYEN, 507 E EUCLID ST APT 69, SAN ANA, CA 92704. This business is conducted by: An Individual. Signed: TONG TRUNG NGUYEN. This statement was filed with the County Clerk of Los Angeles County on 06/03/2019. [688,951,907,1037]
legal-notice [235,1607,453,1713]
notice-heading: FICTITIOUS BUSINESS NAME STATEMENT FILE NO. 2019162592 [462,774,680,797]
notice-body: The following person(s) is (are) doing business as: REUNITED SOUTH OF AMERICA, 2322 ABBOT KINNEY BLVD, VENICE, CA 90291. Full name of registrant(s) is (are) LEE GARRISON STEPHENS, 2724 ABBOT KINNEY BLVD UNIT 211, VENICE, CA 90291. This business is conducted by: An Individual. Signed: Lee Garrison Stephens, Owner. This statement was filed with the County Clerk of Los Angeles County on 6/19/19. The registrant(s) has (have) commenced to transact business under the fictitious business name or names listed above on N/A. NOTICE- This Fictitious Name Statement expires five years from the date it was filed in the office of the County Clerk. A new Fictitious Business Name Statement must be filed prior to that date. The filing of this statement does not of itself authorize the use in this state of a Fictitious Business Name in violation of the rights of another under Federal, State, or common law (See section 14411 et seq. Business and Professions Code) [8,989,226,1191]
notice-body: The following person(s) is (are) doing business as: JOSE LOPEZ HAULING, 1708 E RAYMOND ST, COMPTON, CA 90221. Full name of registrant(s) is (are) JOSE LUIS LOPEZ, 1708 E RAYMOND ST, COMPTON, CA 90221. This business is conducted by: An Individual. Signed: JOSE LUIS LOPEZ. This statement was filed with the County Clerk of Los Angeles County on 06/03/2019. [688,187,907,273]
notice-heading: FICTITIOUS BUSINESS NAME STATEMENT FILE NO. 2019-152512 [915,657,1133,680]
notice-heading: FICTITIOUS BUSINESS NAME STATEMENT FILE NO. 2019172106 [8,461,226,483]
notice-body: The following person(s) is (are) doing business as: CANNABIS CAB, 1100 W ALVARADO ST, LOS ANGELES, CA 90043. Full name of registrant(s) is (are) SUSAN ABRAHA. This business is conducted by: An Individual. Signed: SUSAN ABRAHA. This statement was filed with the County Clerk of Los Angeles County on 05/31/2019. [688,1191,907,1267]
notice-body: The following person(s) is (are) doing business as: ONTRAK REAL ESTATE, 1412 STREET, DOWNEY, CA 90240. Full name of registrant(s) is (are) CARLOS FERNANDO VALDOVINOS. [1142,1507,1361,1549]
legal-notice [1142,712,1361,832]
notice-body: The following person(s) is (are) doing business as: CANNABAY, 2356 CLEARSIDE DRIVE, VALENCIA, CA 91355. Full name of registrant(s) is (are) MICHAEL DEAN PASCOLLA. This business is conducted by: An Individual. Signed: MICHAEL DEAN PASCOLLA. This statement was filed with the County Clerk of Los Angeles County on 06/03/2019. [688,1306,907,1382]
notice-body: The following person(s) is (are) doing business as: ODC, ODC EVENTS, 11200 OVERLAND AVE, CULVER CITY, CA 90230. Full name of registrant(s) is (are) CLAIRE OLGA BOLTMAN. This business is conducted by: An Individual. Signed: CLAIRE OLGA BOLTMAN. This statement was filed with the County Clerk of Los Angeles County on 06/04/2019. [1142,1381,1361,1456]
notice-body: The following person(s) is (are) doing business as: FRAMEBYMARY, 728 S HILL ST SUITE 400, LOS ANGELES, CA 90014. Full name of registrant(s) is (are) MARY ZAKARIA, 728 S HILL ST SUITE 400, LOS ANGELES, CA 90014. This business is conducted by: An Individual. Signed: Mary Zakaria, Owner. This statement was filed with the County Clerk of Los Angeles County on 6/19/19. The registrant(s) has (have) commenced to transact business under the fictitious business name or names listed above on N/A. NOTICE- This Fictitious Name Statement expires five years from the date it was filed in the office of the County Clerk. A new Fictitious Business Name Statement must be filed prior to that date. The filing of this statement does not of itself authorize the use in this state of a Fictitious Business Name in violation of the rights of another under Federal, State, or common law (See section 14411 et seq. Business and Professions Code) [8,1505,226,1698]
notice-publish-dates: Publish: ES Mountain Views News June 15, 22, 29, July 6, 13, 2019 [8,1193,226,1215]
notice-heading: FICTITIOUS BUSINESS NAME STATEMENT FILE NO. 2019172826 [8,967,226,989]
notice-heading: FICTITIOUS BUSINESS NAME STATEMENT FILE NO. 2019-156869 [915,1002,1133,1025]
legal-notice [235,852,453,1015]
notice-body: The following person(s) is (are) doing business as: NO LIMIT CONSULTING, 11424 KENWICK ST, CANOGA PARK, CA 91304. Full name of registrant(s) is (are) CATHY CAMPO, 11424 KENWICK ST, CANOGA PARK, CA 91304. This business is conducted by: An Individual. Signed: Cathy Campo, Owner. This statement was filed with the County Clerk of Los Angeles County on 6/19/19. The registrant(s) has (have) commenced to transact business under the fictitious business name or names listed above on N/A. NOTICE- This Fictitious Name Statement expires five years from the date it was filed in the office of the County Clerk. A new Fictitious Business Name Statement must be filed prior to that date. The filing of this statement does not of itself authorize the use in this state of a Fictitious Business Name in violation of the rights of another under Federal, State, or common law (See section 14411 et seq. Business and Professions Code) [8,240,226,432]
notice-heading: FICTITIOUS BUSINESS NAME STATEMENT FILE NO. 2019-154635 [688,804,907,826]
column-4 [685,84,911,2540]
notice-body: The following person(s) is (are) doing business as: CR CONSULTING, 2332 VIA CIELO, HACIENDA HEIGHTS, CA 91745. Full name of registrant(s) is (are) THOMAS R FREDERICKSON, 2351 VIA CIELO, HACIENDA HEIGHTS, CA 91745. This business is conducted by: An Individual. Signed: THOMAS R FREDERICKSON. This statement was filed with the County Clerk of Los Angeles County on 06/05/2019. [688,825,907,912]
notice-heading: FICTITIOUS BUSINESS NAME STATEMENT FILE NO. 2019-154896 [688,291,907,314]
notice-heading: FICTITIOUS BUSINESS NAME STATEMENT FILE NO. 2019-155320 [915,198,1133,219]
legal-notice [688,1401,907,1475]
notice-publish-dates: Publish: ED Mountain Views News June 22, 29, July 6, 13, 2019 [462,117,680,139]
notice-publish-dates: Dates Pub: JUNE 15, 22, 29, JULY 06, 2019 [915,1226,1083,1238]
notice-publish-dates: Dates Pub: JUNE 15, 22, 29, JULY 06, 2019 [688,1384,856,1396]
column-5 [911,84,1138,2540]
notice-heading: FICTITIOUS BUSINESS NAME STATEMENT FILE NO. 2019-154849 [688,417,907,439]
notice-heading: FICTITIOUS BUSINESS NAME STATEMENT FILE NO. 2019-155244 [688,668,907,691]
legal-notice [235,1020,453,1172]
notice-publish-dates: Dates Pub: JUNE 15, 22, 29, JULY 06, 2019 [915,1352,1083,1363]
notice-publish-dates: Dates Pub: JUNE 15, 22, 29, JULY 06, 2019 [915,411,1083,423]
notice-body: The following person(s) is (are) doing business as: 470 WAYSIDE FOUNDATION TRAVEL LEAGUE, 30850 ORO BERINO DR, SANTA CLARITA, CA 91350. Full name of registrant(s) is (are) MARY ANN FERNANDEZ, 26603 BERINO DR, SANTA CLARITA, CA 91350. This business is conducted by: An Unincorporated Association other than a Partnership. Signed: Mary Ann Fernandez, President. This statement was filed with the County Clerk of Los Angeles County on 6/18/19. The registrant(s) has (have) commenced to transact business under the fictitious business name or names listed above on 9/2004. [462,344,680,462]
notice-body: The following person(s) is (are) doing business as: JDVC TRANSPORT & REPAIR SERVICES, 2661 E WASHINGTON ST, CARSON, CA 90810. Full name of registrant(s) is (are) JESUS DELA CRUZ CORNEJA. This business is conducted by: An Individual. Signed: JESUS DELA CRUZ CORNEJA. This statement was filed with the County Clerk of Los Angeles County on 06/05/2019. [915,1264,1133,1350]
legal-notice [1142,324,1361,455]
notice-publish-dates: Dates Pub: JUNE 15, 22, 29, JULY 06, 2019 [915,986,1083,997]
notice-heading: FICTITIOUS BUSINESS NAME STATEMENT FILE NO. 2019-151193 [915,887,1133,910]
notice-publish-dates: Publish: ES Mountain Views News June 22, 29, July 6, 13, 2019 [8,2447,226,2470]
notice-publish-dates: Dates Pub: JUNE 15, 22, 29, JULY 06, 2019 [688,149,856,161]
notice-publish-dates: Publish: ED Mountain Views News June 22, 29, July 6, 13, 2019 [235,1442,453,1465]
legal-notice [688,1287,907,1396]
notice-heading: FICTITIOUS BUSINESS NAME STATEMENT FILE NO. 2019-156603 [915,1243,1133,1265]
legal-notice [462,1468,680,1609]
notice-publish-dates: Publish: ED Mountain Views News June 22, 29, July 6, 13, 2019 [462,1438,680,1461]
legal-notice [915,1245,1133,1364]
notice-heading: FICTITIOUS BUSINESS NAME STATEMENT FILE NO. 2019-152579 [688,1286,907,1308]
legal-notice [1142,199,1361,318]
notice-body: The following person(s) is (are) doing business as: MEDICAN FOOD CONSULTING GROUP, 14518 PONDLANOS AVE, NORWALK, CA 90650. Full name of registrant(s) is (are) KEVIN GIOVANNI HERNANDEZ DAVILA. This business is conducted by: An Individual. Signed: KEVIN GIOVANNI HERNANDEZ DAVILA. This statement was filed with the County Clerk of Los Angeles County on 06/03/2019. [1142,857,1361,943]
notice-publish-dates: Dates Pub: JUNE 15, 22, 29, JULY 06, 2019 [915,526,1083,538]
legal-notice [462,1195,680,1325]
notice-heading: FICTITIOUS BUSINESS NAME STATEMENT FILE NO. 2019171150 [8,2221,226,2244]
notice-body: The following person(s) is (are) doing business as: THE BLESSING FLOWERS, 6352 LYNDLAND AVE, NORTH HOLLYWOOD, CA 91606. Full name of registrant(s) is (are) MARIA EUGENIA DIAZ, 6352 LYNDLAND AVE, NORTH HOLLYWOOD, CA 91606. This business is conducted by: An Individual. Signed: Maria Eugenia Diaz, Owner. This statement was filed with the County Clerk of Los Angeles County on 6/14/19. [462,1214,680,1300]
notice-publish-dates: Publish: ED Mountain Views News June 22, 29, July 6, 13, 2019 [235,1579,453,1601]
legal-notice [915,1004,1133,1113]
notice-body: The following person(s) is (are) doing business as: ATTENTIVE INSIGHT SUPPORT SERVICES, 531 W 3RD ST APT 312, LOS ANGELES, CA 90013. Full name of registrant(s) is (are) VANESSA L BRADSHAW, 400 W 76TH ST, LOS ANGELES, CA 90003. This business is conducted by: An Individual. Signed: Vanessa L Bradshaw, Owner. This statement was filed with the County Clerk of Los Angeles County on 6/13/19. The registrant(s) has (have) commenced to transact business under the fictitious business name or names listed above on 6/2019. [235,872,453,989]
notice-heading: FICTITIOUS BUSINESS NAME STATEMENT FILE NO. 2019153361 [235,461,453,483]
notice-heading: FICTITIOUS BUSINESS NAME STATEMENT FILE NO. 2019-151437 [1142,323,1361,345]
notice-body: The following person(s) is (are) doing business as: LAWRENCE & ASSOCIATES, 12555 W MORNINGSIDE DR SUITE 101, LOS ANGELES, CA 91604. Full name of registrant(s) is (are) CHRISTIAN TYLER LAWRENCE, 12555 W MORNINGSIDE DR, LOS ANGELES, CA 91604. This business is conducted by: An Individual. Signed: Christian Tyler Lawrence, Owner. This statement was filed with the County Clerk of Los Angeles County on 6/19/19. The registrant(s) has (have) commenced to transact business under the fictitious business name or names listed above on 6/2019. NOTICE- This Fictitious Name Statement expires five years from the date it was filed in the office of the County Clerk. A new Fictitious Business Name Statement must be filed prior to that date. The filing of this statement does not of itself authorize the use in this state of a Fictitious Business Name in violation of the rights of another under Federal, State, or common law (See section 14411 et seq. Business and Professions Code) [8,1747,226,1951]
notice-body: The following person(s) is (are) doing business as: T-TOOL PLASTER, 2501 OCEAN AVE, LONG BEACH, CA 90413. Full name of registrant(s) is (are) STEVEN WILLIAM DOBBERT, 2501 OCEAN AVE, LONG BEACH, CA 90413. This business is conducted by: An Individual. Signed: Steven William Dobbert, Owner. This statement was filed with the County Clerk of Los Angeles County on 6/19/19. [462,1351,680,1437]
legal-notice [688,167,907,286]
legal-notice [462,1614,680,1699]
notice-body: The following person(s) is (are) doing business as: JUICE FRESH, 4150 ATLANTIC AVE, LONG BEACH, CA 90805. Full name of registrant(s) is (are) ANTHONY DAVID LANIAR, MONSON DAVIYON LANIAR. This business is conducted by: A General Partnership. Signed: MONSON DAVIYON LANIAR. This statement was filed with the County Clerk of Los Angeles County on 05/31/2019. [1142,344,1361,430]
notice-publish-dates: Publish: ES Mountain Views News June 15, 22, 29, July 6, 13, 2019 [8,434,226,456]
notice-body: The following person(s) is (are) doing business as: JUAN LAO REALTY, 909 S BROADWAY SUITE 901, LOS ANGELES, CA 90015. Full name of registrant(s) is (are) MARLENE SANCHEZ, 850 S BROADWAY ST SUITE 901, LOS ANGELES, CA 90014. This business is conducted by: An Individual. Signed: MARLENE SANCHEZ. This statement was filed with the County Clerk of Los Angeles County on 06/04/2019. [688,564,907,650]
column-1 [4,84,231,2540]
notice-publish-dates: Publish: Mountain Views News June 22, 29, July 6, 13, 2019 [1142,684,1361,705]
legal-notice [1142,1236,1361,1356]
issue-date: Saturday, June 22, 2019 [1181,57,1357,74]
legal-notice [8,2223,226,2471]
